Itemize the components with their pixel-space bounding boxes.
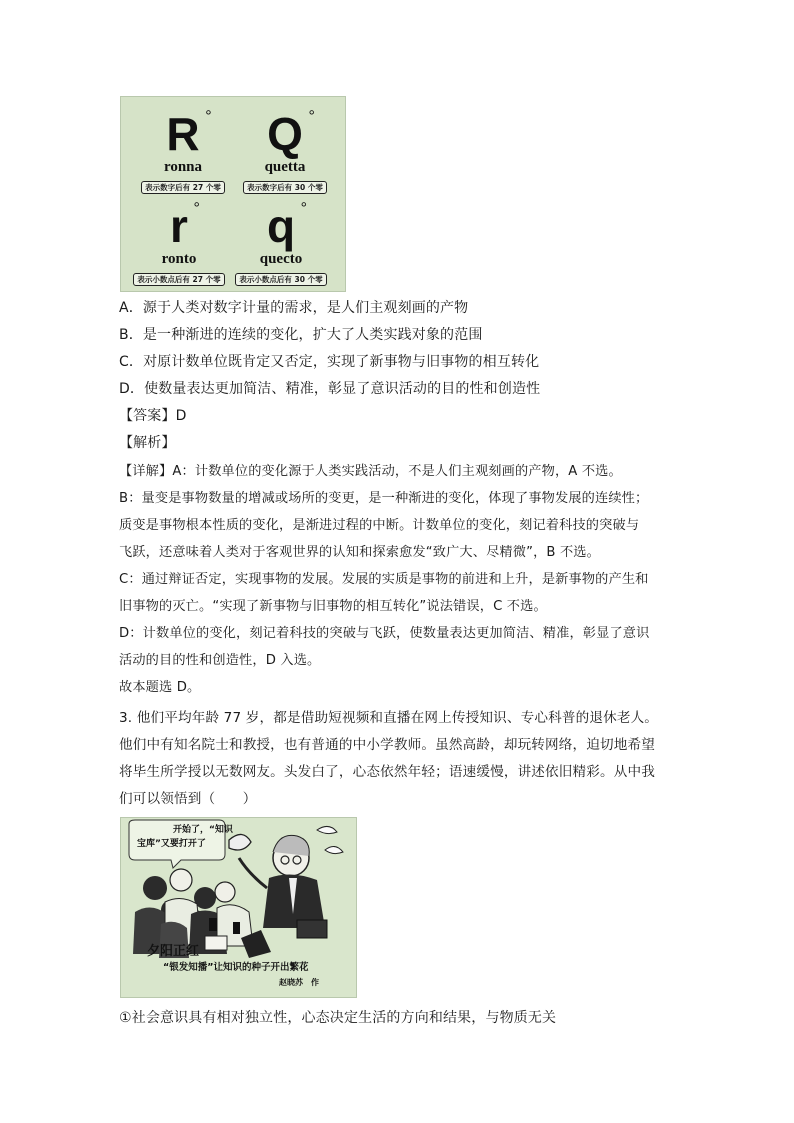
detail-line: 活动的目的性和创造性，D 入选。 (119, 653, 321, 668)
prefix-symbol: R (166, 108, 200, 160)
conclusion-line: 故本题选 D。 (119, 680, 201, 695)
detail-line: B：量变是事物数量的增减或场所的变更，是一种渐进的变化，体现了事物发展的连续性； (119, 491, 649, 506)
prefix-name: ronto (161, 251, 197, 267)
prefix-symbol: q (266, 200, 296, 252)
analysis-title: 【解析】 (119, 435, 176, 451)
detail-line: 【详解】A：计数单位的变化源于人类实践活动，不是人们主观刻画的产物，A 不选。 (119, 464, 622, 479)
question-3-text: 他们中有知名院士和教授，也有普通的中小学教师。虽然高龄，却玩转网络，迫切地希望 (119, 737, 656, 753)
option-c: C．对原计数单位既肯定又否定，实现了新事物与旧事物的相互转化 (119, 354, 540, 370)
cartoon-title: 夕阳正红 (147, 944, 200, 959)
question-3-text: 将毕生所学授以无数网友。头发白了，心态依然年轻；语速缓慢，讲述依旧精彩。从中我 (119, 764, 656, 780)
detail-line: 飞跃，还意味着人类对于客观世界的认知和探索愈发“致广大、尽精微”，B 不选。 (119, 545, 600, 560)
option-a: A．源于人类对数字计量的需求，是人们主观刻画的产物 (119, 300, 469, 316)
degree-mark: ° (300, 200, 308, 217)
prefix-description: 表示小数点后有 30 个零 (235, 273, 326, 286)
speech-bubble-text: 开始了，“知识 (173, 825, 233, 835)
question-3-text: 们可以领悟到（ ） (119, 791, 257, 807)
prefix-symbol: r (170, 200, 188, 252)
prefix-description: 表示小数点后有 27 个零 (133, 273, 224, 286)
si-prefix-figure (120, 96, 346, 292)
cartoon-figure (120, 817, 357, 998)
option-d: D．使数量表达更加简洁、精准，彰显了意识活动的目的性和创造性 (119, 381, 541, 397)
option-b: B．是一种渐进的连续的变化，扩大了人类实践对象的范围 (119, 327, 483, 343)
question-3-text: 3. 他们平均年龄 77 岁，都是借助短视频和直播在网上传授知识、专心科普的退休老人。 (119, 710, 659, 726)
prefix-quecto (231, 200, 331, 286)
degree-mark: ° (205, 108, 212, 125)
prefix-quetta (235, 108, 335, 194)
prefix-name: quetta (264, 159, 306, 175)
prefix-description: 表示数字后有 27 个零 (141, 181, 225, 194)
answer-label: 【答案】D (119, 408, 187, 424)
prefix-description: 表示数字后有 30 个零 (243, 181, 327, 194)
prefix-name: quecto (259, 251, 303, 267)
cartoon-author: 赵晓苏 作 (279, 978, 319, 987)
prefix-name: ronna (163, 159, 203, 175)
prefix-symbol: Q (267, 108, 303, 160)
q3-option-1: ①社会意识具有相对独立性，心态决定生活的方向和结果，与物质无关 (119, 1010, 557, 1026)
speech-bubble-text: 宝库”又要打开了 (137, 839, 206, 849)
detail-line: 旧事物的灭亡。“实现了新事物与旧事物的相互转化”说法错误，C 不选。 (119, 599, 547, 614)
prefix-ronna (133, 108, 233, 194)
cartoon-subtitle: “银发知播”让知识的种子开出繁花 (163, 962, 309, 973)
detail-line: 质变是事物根本性质的变化，是渐进过程的中断。计数单位的变化，刻记着科技的突破与 (119, 518, 640, 533)
degree-mark: ° (308, 108, 315, 125)
detail-line: D：计数单位的变化，刻记着科技的突破与飞跃，使数量表达更加简洁、精准，彰显了意识 (119, 626, 650, 641)
degree-mark: ° (193, 200, 200, 217)
prefix-ronto (129, 200, 229, 286)
detail-line: C：通过辩证否定，实现事物的发展。发展的实质是事物的前进和上升，是新事物的产生和 (119, 572, 649, 587)
